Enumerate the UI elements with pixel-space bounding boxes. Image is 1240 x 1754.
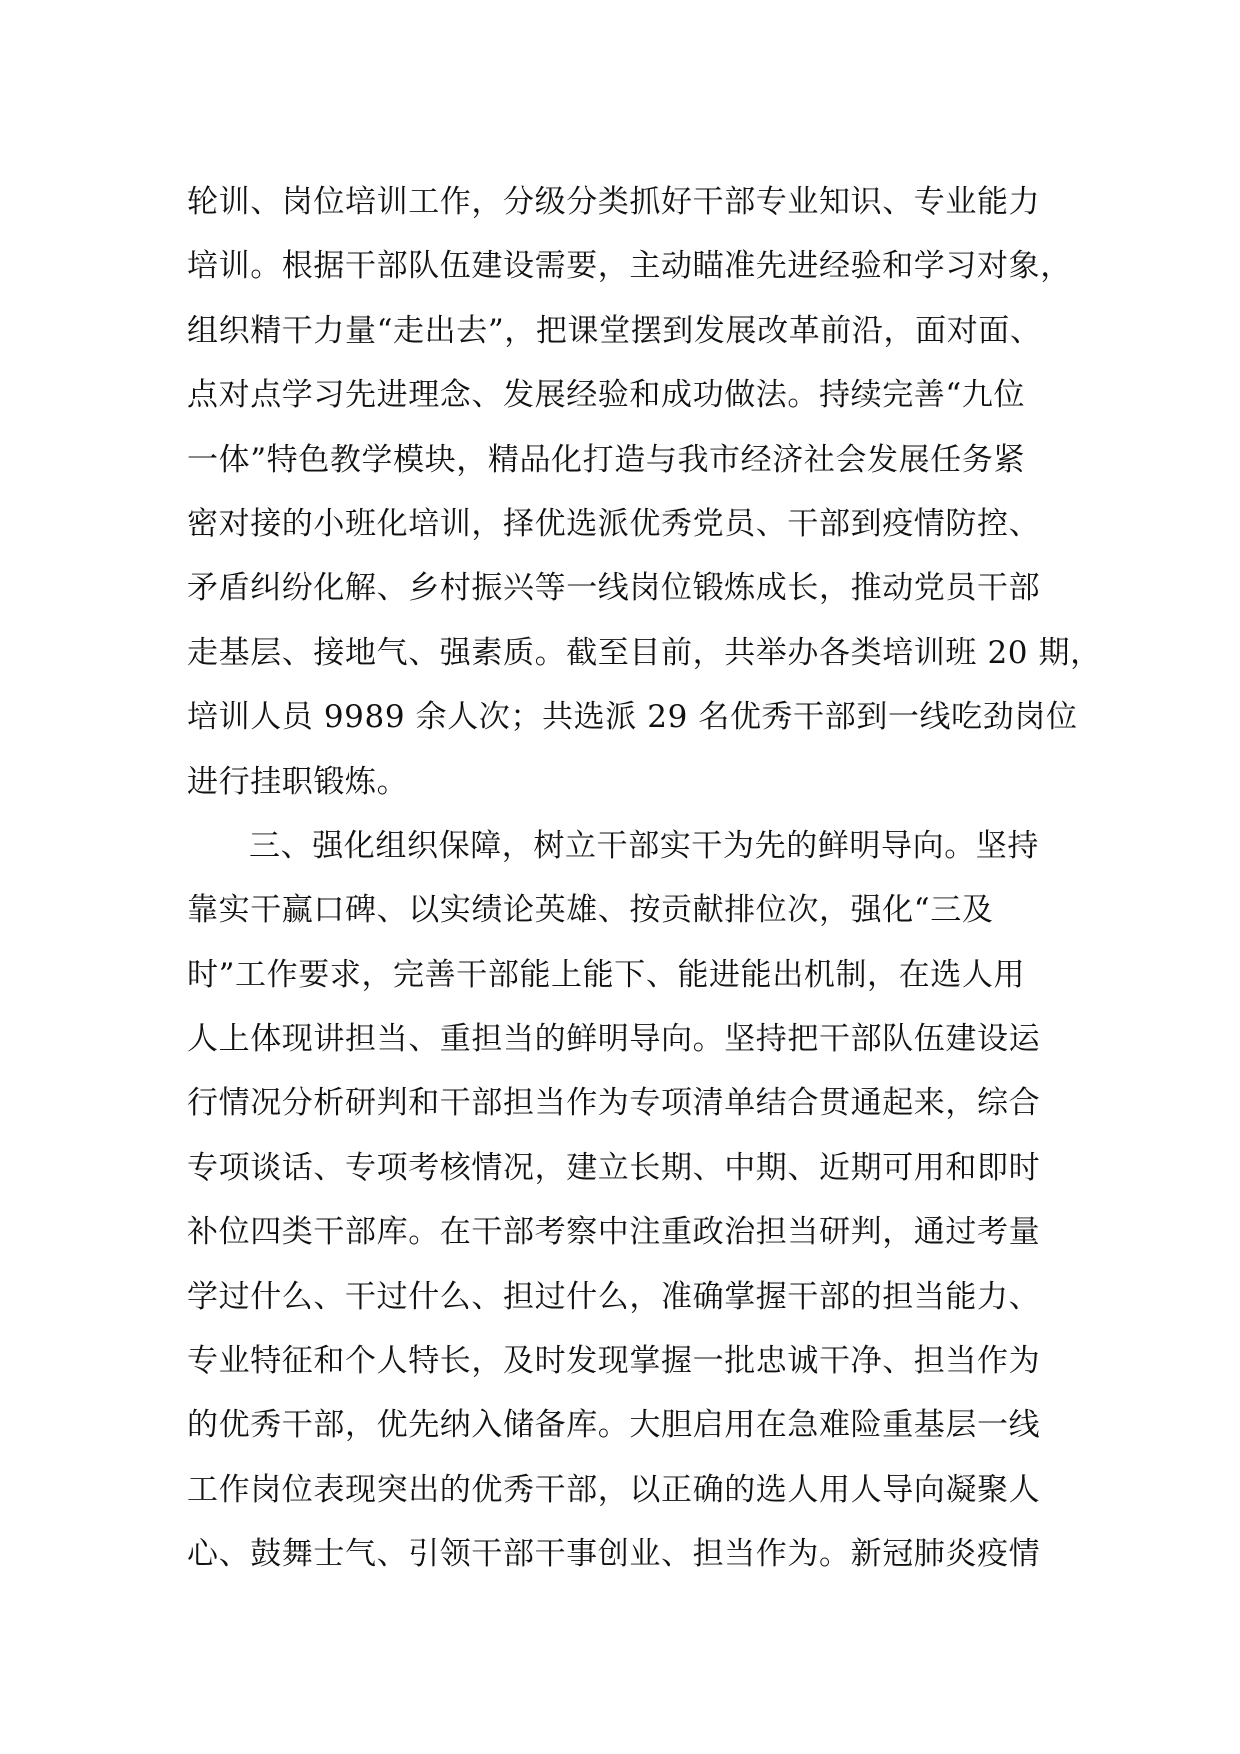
text-line: 组织精干力量“走出去”，把课堂摆到发展改革前沿，面对面、	[187, 312, 1042, 349]
text-line: 培训人员 9989 余人次；共选派 29 名优秀干部到一线吃劲岗位	[187, 699, 1078, 736]
text-line: 进行挂职锻炼。	[187, 763, 409, 800]
text-line: 工作岗位表现突出的优秀干部，以正确的选人用人导向凝聚人	[187, 1471, 1041, 1508]
text-line: 补位四类干部库。在干部考察中注重政治担当研判，通过考量	[187, 1214, 1041, 1251]
text-line: 行情况分析研判和干部担当作为专项清单结合贯通起来，综合	[187, 1085, 1041, 1122]
text-line: 靠实干赢口碑、以实绩论英雄、按贡献排位次，强化“三及	[187, 892, 994, 929]
text-line: 密对接的小班化培训，择优选派优秀党员、干部到疫情防控、	[187, 505, 1041, 542]
text-line: 人上体现讲担当、重担当的鲜明导向。坚持把干部队伍建设运	[187, 1021, 1041, 1058]
text-line: 专业特征和个人特长，及时发现掌握一批忠诚干净、担当作为	[187, 1343, 1041, 1380]
paragraph-start-line: 三、强化组织保障，树立干部实干为先的鲜明导向。坚持	[249, 827, 1039, 864]
text-line: 矛盾纠纷化解、乡村振兴等一线岗位锻炼成长，推动党员干部	[187, 570, 1041, 607]
text-line: 专项谈话、专项考核情况，建立长期、中期、近期可用和即时	[187, 1149, 1041, 1186]
text-line: 学过什么、干过什么、担过什么，准确掌握干部的担当能力、	[187, 1278, 1041, 1315]
text-line: 点对点学习先进理念、发展经验和成功做法。持续完善“九位	[187, 377, 1026, 414]
text-line: 轮训、岗位培训工作，分级分类抓好干部专业知识、专业能力	[187, 184, 1041, 220]
body-text	[187, 170, 1102, 1587]
text-line: 一体”特色教学模块，精品化打造与我市经济社会发展任务紧	[187, 441, 1026, 478]
text-line: 心、鼓舞士气、引领干部干事创业、担当作为。新冠肺炎疫情	[187, 1536, 1041, 1573]
text-line: 培训。根据干部队伍建设需要，主动瞄准先进经验和学习对象，	[187, 248, 1072, 285]
text-line: 的优秀干部，优先纳入储备库。大胆启用在急难险重基层一线	[187, 1407, 1041, 1444]
text-line: 走基层、接地气、强素质。截至目前，共举办各类培训班 20 期，	[187, 634, 1102, 671]
text-line: 时”工作要求，完善干部能上能下、能进能出机制，在选人用	[187, 956, 1026, 993]
